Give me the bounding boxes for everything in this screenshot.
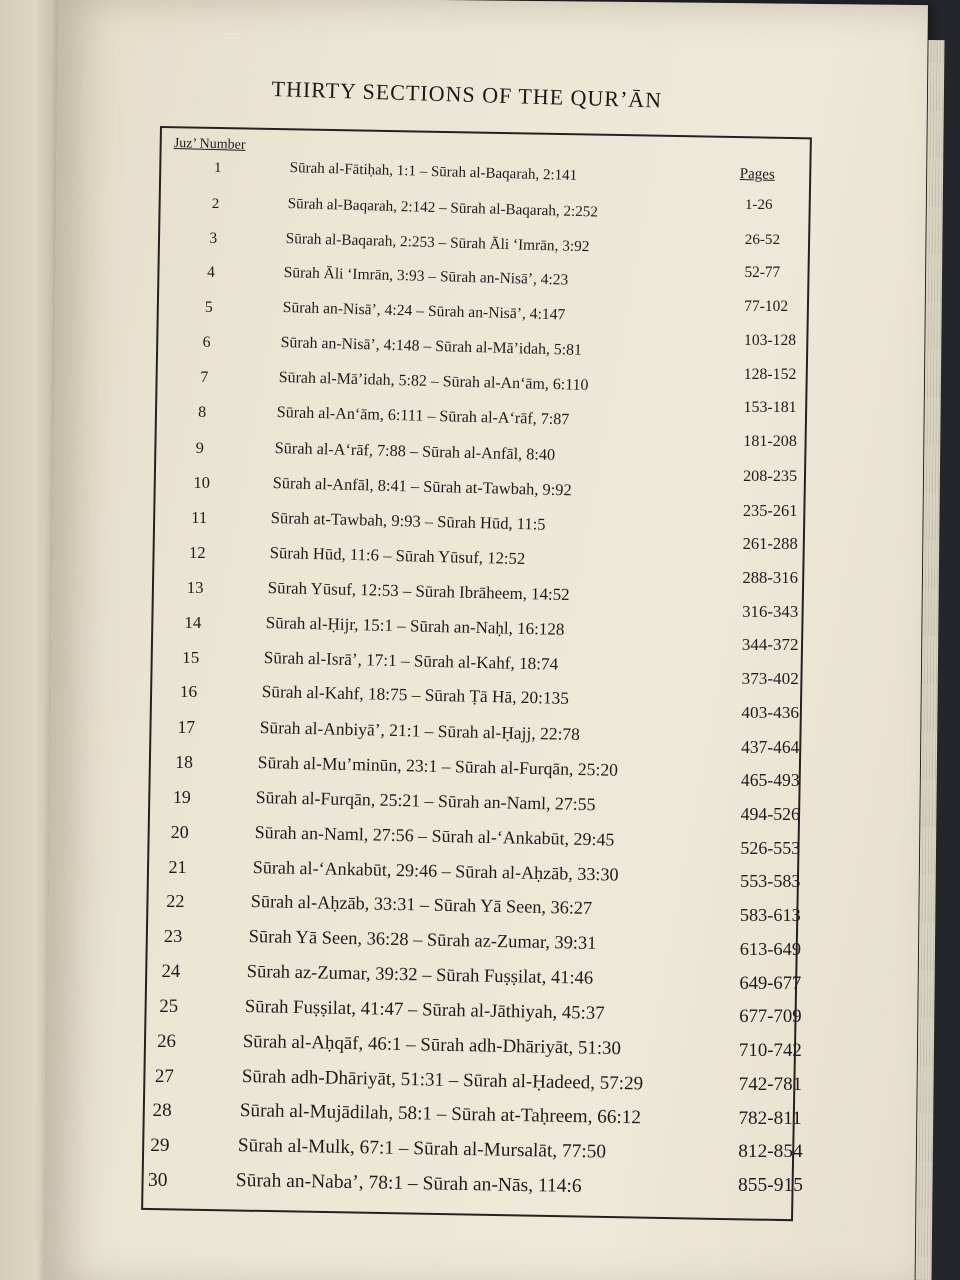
surah-range-start: Sūrah an-Nisā’, 4:148 xyxy=(280,334,420,355)
page-range: 403-436 xyxy=(741,702,800,722)
surah-range-end: Sūrah al-Baqarah, 2:141 xyxy=(430,163,578,185)
range-dash: – xyxy=(418,337,436,356)
surah-range-end: Sūrah at-Tawbah, 9:92 xyxy=(423,477,573,500)
range-dash: – xyxy=(426,372,443,391)
page-range: 77-102 xyxy=(744,298,789,316)
surah-range-start: Sūrah al-A‘rāf, 7:88 xyxy=(274,438,407,460)
range-dash: – xyxy=(402,1172,423,1195)
range-dash: – xyxy=(398,581,416,601)
surah-range-end: Sūrah at-Taḥreem, 66:12 xyxy=(450,1104,641,1129)
surah-range-end: Sūrah an-Nisā’, 4:23 xyxy=(440,268,569,290)
surah-range-start: Sūrah al-Isrā’, 17:1 xyxy=(263,647,397,670)
range-dash: – xyxy=(443,1069,463,1091)
page-range: 583-613 xyxy=(739,905,801,926)
surah-range-start: Sūrah al-Ḥijr, 15:1 xyxy=(265,612,394,635)
range-dash: – xyxy=(392,615,411,636)
range-dash: – xyxy=(424,268,441,286)
page-range: 288-316 xyxy=(742,567,798,587)
juz-number: 11 xyxy=(191,508,208,528)
range-dash: – xyxy=(408,929,428,950)
range-dash: – xyxy=(437,755,456,777)
page-range: 261-288 xyxy=(742,534,798,554)
page-range: 153-181 xyxy=(743,399,797,417)
surah-range-start: Sūrah al-An‘ām, 6:111 xyxy=(276,403,424,425)
surah-range-end: Sūrah an-Nās, 114:6 xyxy=(422,1173,582,1198)
juz-number: 9 xyxy=(195,438,204,457)
juz-number: 22 xyxy=(166,891,185,912)
surah-range-end: Sūrah al-‘Ankabūt, 29:45 xyxy=(431,825,615,850)
surah-range-end: Sūrah Ibrāheem, 14:52 xyxy=(414,581,570,605)
surah-range-end: Sūrah al-Baqarah, 2:252 xyxy=(450,199,599,221)
pages-header: Pages xyxy=(739,166,775,183)
surah-range-end: Sūrah Fuṣṣilat, 41:46 xyxy=(436,964,594,989)
surah-range-start: Sūrah al-Mu’minūn, 23:1 xyxy=(257,752,438,776)
page-range: 526-553 xyxy=(740,837,801,858)
page-range: 742-781 xyxy=(738,1073,803,1095)
surah-range-end: Sūrah Hūd, 11:5 xyxy=(437,512,547,534)
surah-range-end: Sūrah al-Aḥzāb, 33:30 xyxy=(454,860,619,885)
page-range: 52-77 xyxy=(744,264,781,282)
juz-number: 15 xyxy=(182,647,200,667)
range-dash: – xyxy=(393,1137,414,1160)
juz-number: 5 xyxy=(204,299,213,317)
range-dash: – xyxy=(411,302,428,321)
surah-range-start: Sūrah al-Aḥzāb, 33:31 xyxy=(250,891,416,915)
juz-number-header: Juz’ Number xyxy=(173,136,246,153)
range-dash: – xyxy=(423,407,440,425)
surah-range-end: Sūrah Ṭā Hā, 20:135 xyxy=(424,686,570,709)
page-range: 208-235 xyxy=(743,466,798,485)
surah-range-end: Sūrah an-Nisā’, 4:147 xyxy=(427,303,566,324)
surah-range-end: Sūrah an-Naḥl, 16:128 xyxy=(409,616,565,639)
range-dash: – xyxy=(415,894,434,916)
range-dash: – xyxy=(420,511,438,532)
juz-number: 4 xyxy=(207,264,215,282)
page-range: 812-854 xyxy=(738,1141,803,1163)
range-dash: – xyxy=(436,860,456,881)
surah-range-end: Sūrah al-Mā’idah, 5:81 xyxy=(434,338,582,359)
page-range: 181-208 xyxy=(743,433,797,451)
surah-range-start: Sūrah Fuṣṣilat, 41:47 xyxy=(244,995,404,1020)
surah-range-start: Sūrah Āli ‘Imrān, 3:93 xyxy=(283,264,426,286)
surah-range-start: Sūrah adh-Dhāriyāt, 51:31 xyxy=(241,1065,444,1091)
range-dash: – xyxy=(420,720,439,742)
juz-number: 21 xyxy=(168,856,187,877)
juz-number: 18 xyxy=(175,752,193,773)
page-title: THIRTY SECTIONS OF THE QUR’ĀN xyxy=(271,76,663,113)
juz-number: 14 xyxy=(184,612,202,632)
range-dash: – xyxy=(431,1103,452,1126)
surah-range-end: Sūrah Āli ‘Imrān, 3:92 xyxy=(450,234,590,255)
juz-number: 6 xyxy=(202,334,211,352)
surah-range-start: Sūrah al-Mulk, 67:1 xyxy=(237,1135,395,1159)
range-dash: – xyxy=(407,685,426,706)
juz-number: 1 xyxy=(214,160,222,176)
juz-number: 12 xyxy=(188,543,206,563)
page-range: 710-742 xyxy=(738,1040,802,1062)
surah-range-end: Sūrah an-Naml, 27:55 xyxy=(438,790,597,815)
surah-range-end: Sūrah al-Mursalāt, 77:50 xyxy=(413,1138,607,1163)
page-range: 344-372 xyxy=(741,635,799,655)
page-range: 855-915 xyxy=(738,1175,803,1196)
range-dash: – xyxy=(396,650,414,671)
juz-number: 3 xyxy=(209,229,218,247)
juz-number: 26 xyxy=(157,1030,176,1052)
surah-range-end: Sūrah al-An‘ām, 6:110 xyxy=(442,373,589,394)
surah-range-start: Sūrah Yūsuf, 12:53 xyxy=(267,577,399,601)
surah-range-start: Sūrah al-Mujādilah, 58:1 xyxy=(239,1100,432,1125)
page-range: 649-677 xyxy=(739,972,802,994)
range-dash: – xyxy=(417,964,437,986)
range-dash: – xyxy=(401,1033,421,1056)
juz-number: 23 xyxy=(163,926,183,947)
surah-range-end: Sūrah Yūsuf, 12:52 xyxy=(394,546,526,569)
juz-number: 20 xyxy=(170,821,189,842)
juz-number: 7 xyxy=(200,368,209,386)
juz-number: 25 xyxy=(159,995,179,1017)
page-range: 613-649 xyxy=(739,938,802,959)
surah-range-end: Sūrah al-Jāthiyah, 45:37 xyxy=(422,999,606,1024)
surah-range-end: Sūrah al-Ḥajj, 22:78 xyxy=(437,721,581,745)
juz-number: 17 xyxy=(177,717,196,738)
page-range: 465-493 xyxy=(740,770,800,791)
surah-range-end: Sūrah al-Anfāl, 8:40 xyxy=(422,442,556,464)
juz-number: 24 xyxy=(161,961,181,983)
page-range: 26-52 xyxy=(744,230,781,248)
page-range: 494-526 xyxy=(740,804,800,825)
juz-number: 2 xyxy=(211,194,220,212)
range-dash: – xyxy=(415,163,432,180)
juz-number: 28 xyxy=(152,1100,172,1122)
range-dash: – xyxy=(420,790,439,811)
surah-range-start: Sūrah al-Anfāl, 8:41 xyxy=(272,473,408,496)
surah-range-start: Sūrah at-Tawbah, 9:93 xyxy=(270,508,422,531)
range-dash: – xyxy=(406,476,424,497)
surah-range-end: Sūrah adh-Dhāriyāt, 51:30 xyxy=(420,1034,622,1059)
juz-number: 29 xyxy=(150,1135,170,1157)
juz-number: 10 xyxy=(193,473,210,493)
range-dash: – xyxy=(434,233,451,252)
page-range: 103-128 xyxy=(744,331,797,349)
surah-range-start: Sūrah al-Baqarah, 2:142 xyxy=(287,194,436,216)
surah-range-start: Sūrah al-Fātiḥah, 1:1 xyxy=(289,160,417,180)
surah-range-end: Sūrah al-Ḥadeed, 57:29 xyxy=(462,1069,643,1094)
surah-range-start: Sūrah al-Mā’idah, 5:82 xyxy=(278,368,427,390)
page-range: 235-261 xyxy=(742,500,798,520)
juz-number: 16 xyxy=(179,682,198,702)
juz-number: 8 xyxy=(198,403,207,421)
range-dash: – xyxy=(405,441,423,461)
surah-range-end: Sūrah al-Furqān, 25:20 xyxy=(455,756,619,780)
page-range: 553-583 xyxy=(740,871,801,892)
juz-number: 27 xyxy=(154,1065,174,1087)
surah-range-start: Sūrah al-Anbiyā’, 21:1 xyxy=(259,717,421,741)
page-range: 437-464 xyxy=(741,736,800,757)
page-range: 316-343 xyxy=(742,601,799,621)
range-dash: – xyxy=(413,825,432,846)
page-range: 677-709 xyxy=(739,1006,802,1028)
surah-range-end: Sūrah Yā Seen, 36:27 xyxy=(433,895,593,919)
surah-range-start: Sūrah az-Zumar, 39:32 xyxy=(246,961,418,986)
surah-range-start: Sūrah al-Furqān, 25:21 xyxy=(256,786,421,811)
surah-range-start: Sūrah Yā Seen, 36:28 xyxy=(248,926,409,950)
surah-range-start: Sūrah al-Baqarah, 2:253 xyxy=(285,229,436,251)
juz-number: 19 xyxy=(173,786,191,807)
page-range: 782-811 xyxy=(738,1107,802,1129)
page-range: 128-152 xyxy=(743,365,797,383)
surah-range-start: Sūrah an-Nisā’, 4:24 xyxy=(282,299,413,320)
juz-number: 30 xyxy=(148,1170,168,1191)
surah-range-start: Sūrah al-Aḥqāf, 46:1 xyxy=(243,1030,403,1055)
surah-range-start: Sūrah an-Naml, 27:56 xyxy=(254,821,414,846)
juz-number: 13 xyxy=(186,577,204,597)
surah-range-end: Sūrah al-Kahf, 18:74 xyxy=(413,651,559,674)
surah-range-end: Sūrah al-A‘rāf, 7:87 xyxy=(439,407,570,429)
surah-range-start: Sūrah al-Kahf, 18:75 xyxy=(261,682,408,705)
range-dash: – xyxy=(378,545,396,566)
surah-range-start: Sūrah al-‘Ankabūt, 29:46 xyxy=(252,856,438,881)
page-range: 1-26 xyxy=(745,197,773,213)
page-range: 373-402 xyxy=(741,669,799,689)
surah-range-start: Sūrah Hūd, 11:6 xyxy=(269,543,379,565)
surah-range-end: Sūrah az-Zumar, 39:31 xyxy=(426,929,597,954)
surah-range-start: Sūrah an-Naba’, 78:1 xyxy=(235,1170,404,1194)
range-dash: – xyxy=(403,998,423,1021)
range-dash: – xyxy=(435,198,451,217)
